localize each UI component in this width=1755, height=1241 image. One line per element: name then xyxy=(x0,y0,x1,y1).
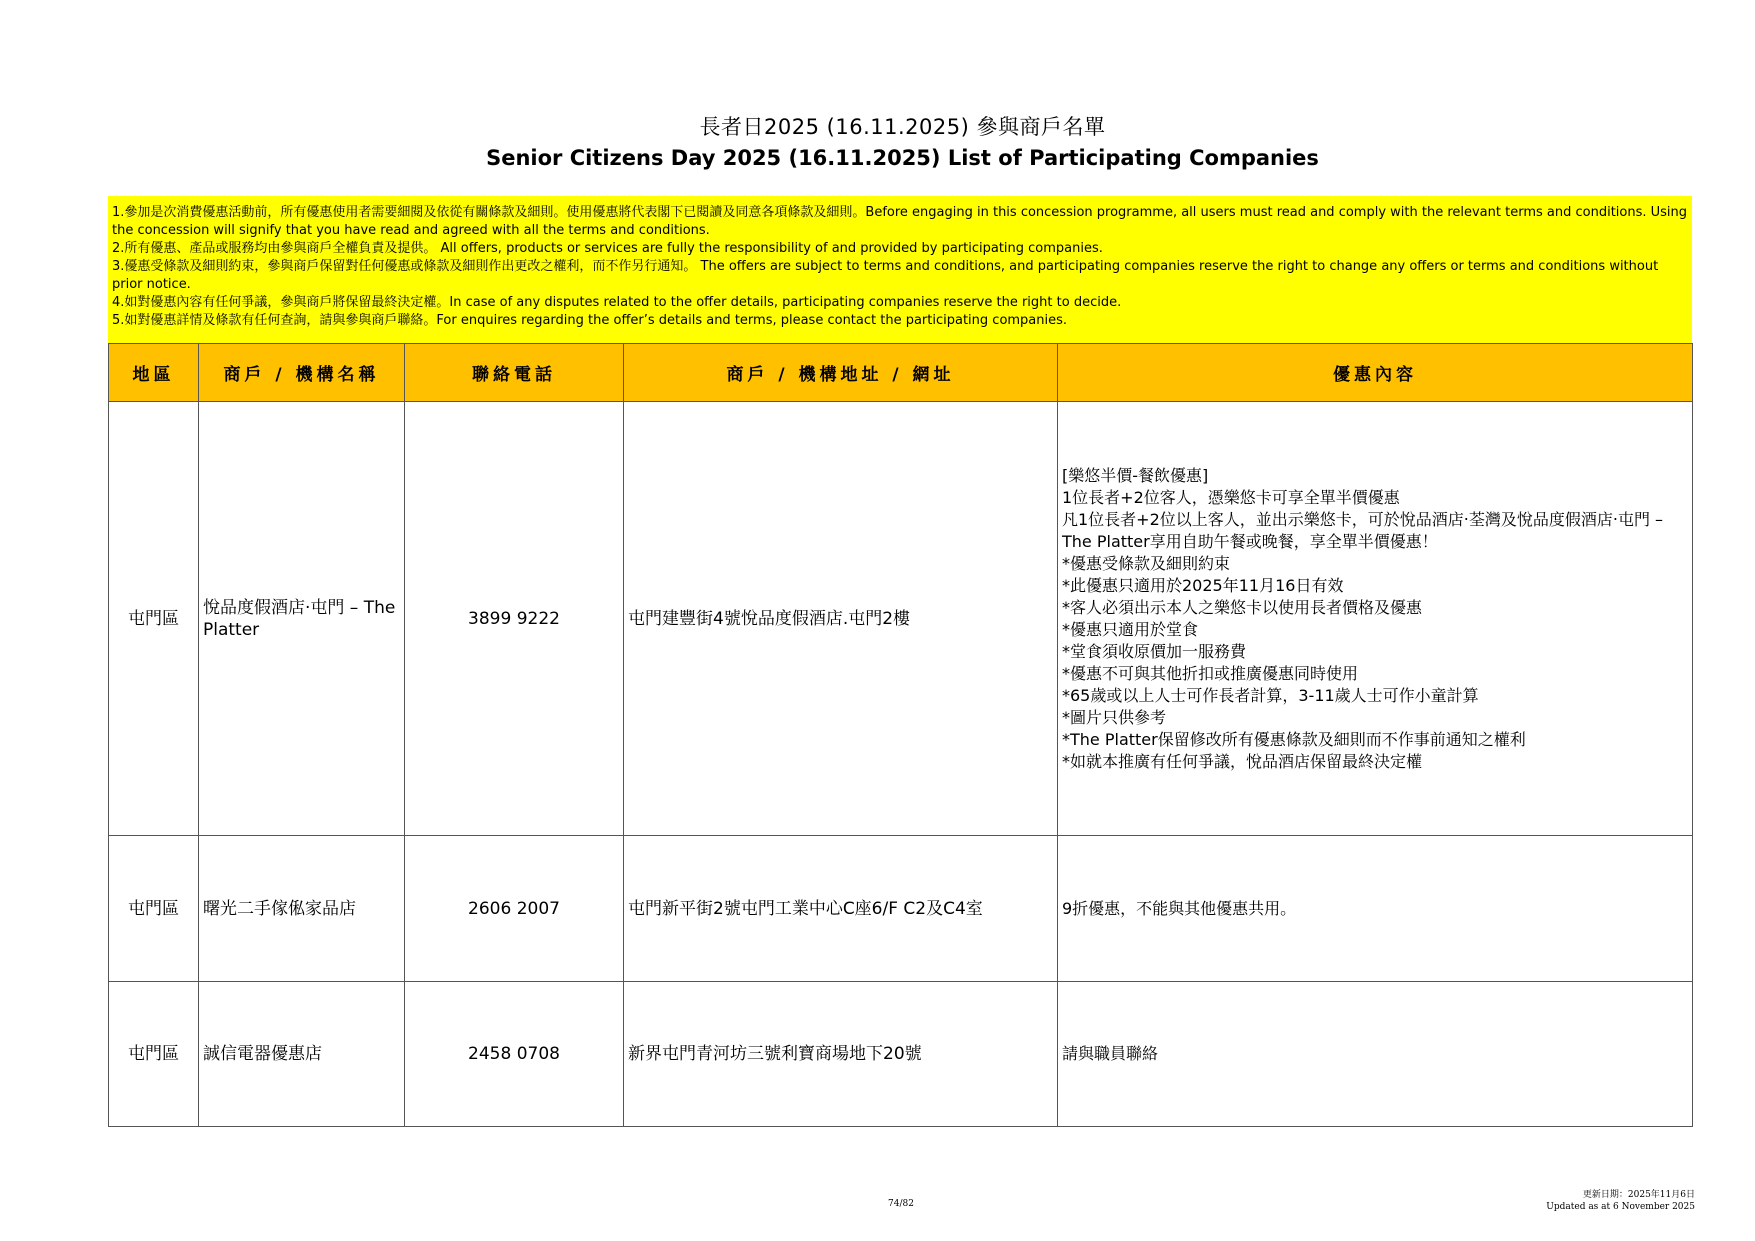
title-chinese: 長者日2025 (16.11.2025) 參與商戶名單 xyxy=(699,115,1106,139)
cell-company-name: 曙光二手傢俬家品店 xyxy=(199,836,405,982)
header-district: 地區 xyxy=(109,344,199,402)
updated-date xyxy=(1546,1189,1695,1213)
header-phone: 聯絡電話 xyxy=(405,344,624,402)
cell-offer xyxy=(1058,402,1693,836)
offer-line: *65歲或以上人士可作長者計算，3-11歲人士可作小童計算 xyxy=(1062,685,1479,705)
cell-district: 屯門區 xyxy=(109,836,199,982)
offer-line: 凡1位長者+2位以上客人，並出示樂悠卡，可於悅品酒店‧荃灣及悅品度假酒店‧屯門 – The Platter享用自助午餐或晚餐，享全單半價優惠！ xyxy=(1062,509,1664,551)
offer-line: *優惠不可與其他折扣或推廣優惠同時使用 xyxy=(1062,663,1359,683)
table-header-row xyxy=(109,344,1693,402)
offer-line: *堂食須收原價加一服務費 xyxy=(1062,641,1247,661)
table-row xyxy=(109,982,1693,1127)
page-title xyxy=(0,112,1755,174)
cell-phone: 2458 0708 xyxy=(405,982,624,1127)
terms-notice xyxy=(108,196,1692,344)
table-row xyxy=(109,402,1693,836)
page-number: 74/82 xyxy=(888,1199,914,1209)
offer-line: *The Platter保留修改所有優惠條款及細則而不作事前通知之權利 xyxy=(1062,729,1526,749)
cell-district: 屯門區 xyxy=(109,402,199,836)
cell-offer xyxy=(1058,982,1693,1127)
notice-item: 4.如對優惠內容有任何爭議，參與商戶將保留最終決定權。In case of any disputes related to the offer details, participating companies reserve the right to decide. xyxy=(112,295,1122,310)
updated-date-en: Updated as at 6 November 2025 xyxy=(1546,1202,1695,1212)
header-offer: 優惠內容 xyxy=(1058,344,1693,402)
cell-address: 屯門新平街2號屯門工業中心C座6/F C2及C4室 xyxy=(624,836,1058,982)
title-english: Senior Citizens Day 2025 (16.11.2025) List of Participating Companies xyxy=(486,146,1319,170)
participating-companies-table xyxy=(108,343,1693,1127)
notice-item: 2.所有優惠、產品或服務均由參與商戶全權負責及提供。 All offers, products or services are fully the responsibility of and provided by participating companies. xyxy=(112,241,1103,256)
offer-line: [樂悠半價-餐飲優惠] xyxy=(1062,465,1209,485)
offer-line: *此優惠只適用於2025年11月16日有效 xyxy=(1062,575,1344,595)
cell-phone: 2606 2007 xyxy=(405,836,624,982)
header-company-name: 商戶 / 機構名稱 xyxy=(199,344,405,402)
cell-address: 屯門建豐街4號悅品度假酒店.屯門2樓 xyxy=(624,402,1058,836)
table-row xyxy=(109,836,1693,982)
notice-item: 1.參加是次消費優惠活動前，所有優惠使用者需要細閱及依從有關條款及細則。使用優惠將代表閣下已閱讀及同意各項條款及細則。Before engaging in this concession programme, all users must read and comply with the relevant terms and conditions. Using the concession will signify that you have read and agreed with all the terms and conditions. xyxy=(112,205,1688,238)
offer-line: 9折優惠，不能與其他優惠共用。 xyxy=(1062,898,1297,918)
cell-offer xyxy=(1058,836,1693,982)
updated-date-zh: 更新日期：2025年11月6日 xyxy=(1582,1190,1695,1200)
offer-line: *客人必須出示本人之樂悠卡以使用長者價格及優惠 xyxy=(1062,597,1423,617)
cell-phone: 3899 9222 xyxy=(405,402,624,836)
offer-line: 1位長者+2位客人，憑樂悠卡可享全單半價優惠 xyxy=(1062,487,1400,507)
offer-line: *優惠只適用於堂食 xyxy=(1062,619,1199,639)
offer-line: *圖片只供參考 xyxy=(1062,707,1167,727)
notice-item: 3.優惠受條款及細則約束，參與商戶保留對任何優惠或條款及細則作出更改之權利，而不作另行通知。 The offers are subject to terms and conditions, and participating companies reserve the right to change any offers or terms and conditions without prior notice. xyxy=(112,259,1659,292)
cell-company-name: 誠信電器優惠店 xyxy=(199,982,405,1127)
cell-address: 新界屯門青河坊三號利寶商場地下20號 xyxy=(624,982,1058,1127)
notice-item: 5.如對優惠詳情及條款有任何查詢，請與參與商戶聯絡。For enquires regarding the offer’s details and terms, please contact the participating companies. xyxy=(112,313,1068,328)
cell-district: 屯門區 xyxy=(109,982,199,1127)
cell-company-name: 悅品度假酒店‧屯門 – The Platter xyxy=(199,402,405,836)
offer-line: *優惠受條款及細則約束 xyxy=(1062,553,1231,573)
offer-line: 請與職員聯絡 xyxy=(1062,1044,1159,1063)
header-address: 商戶 / 機構地址 / 網址 xyxy=(624,344,1058,402)
offer-line: *如就本推廣有任何爭議，悅品酒店保留最終決定權 xyxy=(1062,751,1423,771)
